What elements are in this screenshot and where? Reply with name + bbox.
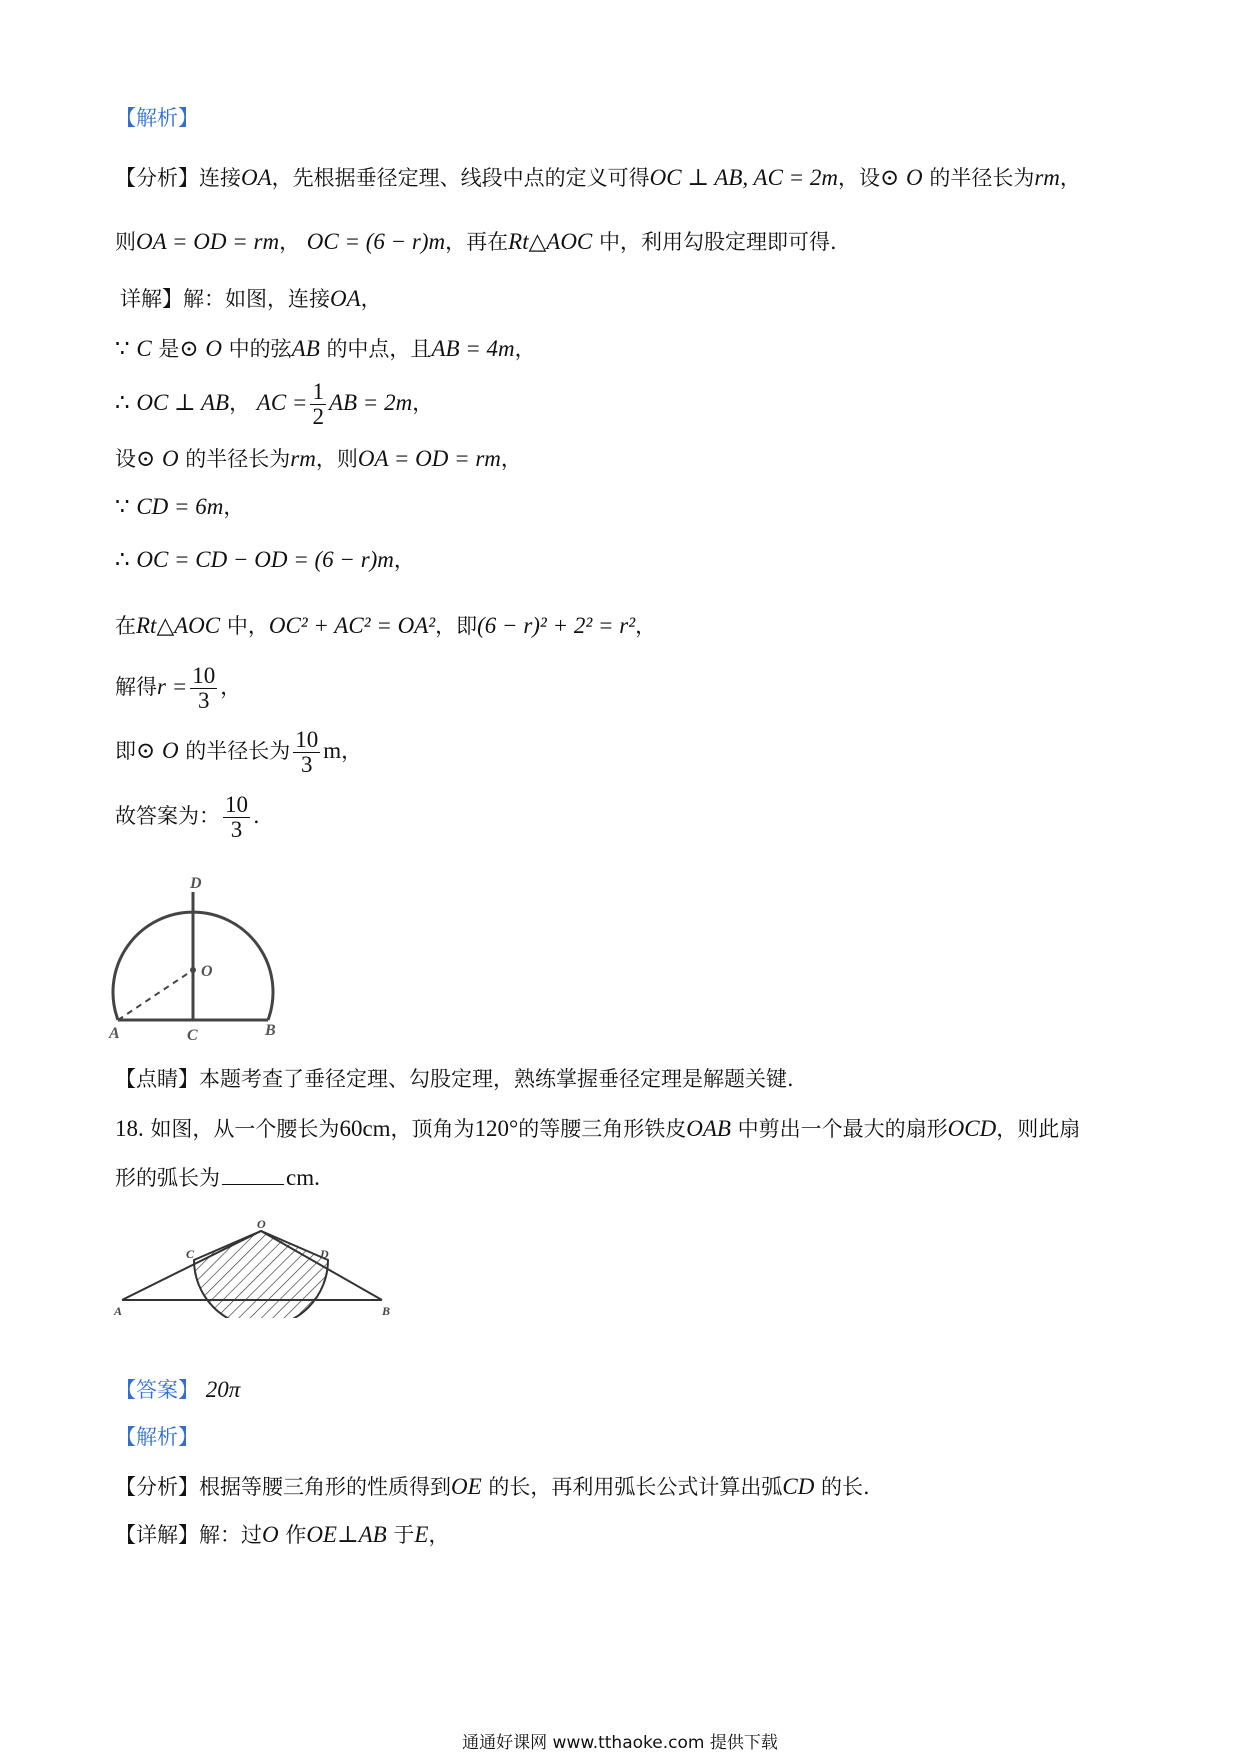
- text: 的长.: [821, 1475, 870, 1499]
- label-a: A: [114, 1304, 123, 1318]
- math: 120°: [474, 1116, 519, 1141]
- math: OAB: [686, 1116, 731, 1141]
- text: ，则: [315, 447, 358, 471]
- label-c: C: [186, 1247, 195, 1261]
- therefore-symbol: ∴: [115, 547, 130, 572]
- label-o: O: [201, 963, 213, 980]
- text: 的半径长为: [185, 447, 291, 471]
- text: 的等腰三角形铁皮: [518, 1117, 687, 1141]
- fraction-half: [310, 380, 326, 429]
- sector-ocd: [194, 1231, 328, 1318]
- step-6: [115, 614, 656, 637]
- because-symbol: ∵: [115, 336, 130, 361]
- text: ，: [514, 337, 536, 361]
- label-b: B: [265, 1022, 276, 1039]
- therefore-symbol: ∴: [115, 390, 130, 416]
- fraction-ten-thirds: [293, 728, 320, 777]
- analysis-line-1: [115, 166, 1081, 189]
- answer-blank[interactable]: [222, 1184, 284, 1185]
- circle-figure: [105, 870, 285, 1045]
- math: CD: [782, 1474, 815, 1499]
- step-7: 解得r = $\frac{10}{3}$ ，: [115, 663, 242, 714]
- analysis-label: 【分析】: [115, 1475, 199, 1499]
- step-5: ∴ OC = CD − OD = (6 − r)m，: [115, 547, 415, 572]
- text: 的中点，且: [326, 337, 432, 361]
- numerator: 10: [225, 792, 248, 817]
- math: AC =: [256, 390, 308, 416]
- step-2: ∴ OC ⊥ AB， AC = $\frac{1}{2}$ AB = 2m，: [115, 379, 434, 430]
- math: OC = (6 − r)m: [306, 229, 446, 254]
- text: 根据等腰三角形的性质得到: [199, 1475, 451, 1499]
- math: OCD: [947, 1116, 997, 1141]
- denominator: 2: [312, 404, 324, 430]
- circle-symbol: ⊙: [136, 738, 156, 764]
- math: Rt△AOC: [136, 613, 221, 638]
- math: r =: [157, 674, 188, 700]
- circle-symbol: ⊙: [136, 446, 156, 471]
- math: rm: [1034, 165, 1060, 190]
- math: Rt△AOC: [508, 229, 593, 254]
- radius-oa-dashed: [118, 970, 193, 1020]
- math: (6 − r)² + 2² = r²: [477, 613, 636, 638]
- text: 则: [115, 230, 136, 254]
- text: 的半径长为: [185, 739, 291, 764]
- circle-symbol: ⊙: [179, 336, 199, 361]
- text: cm.: [286, 1165, 320, 1190]
- answer-label: 【答案】: [115, 1378, 199, 1402]
- math: AB: [291, 336, 320, 361]
- text: ，: [428, 1523, 450, 1547]
- math: OC = CD − OD = (6 − r)m: [136, 547, 394, 572]
- because-symbol: ∵: [115, 494, 130, 519]
- detail-label: 【详解】: [115, 1523, 199, 1547]
- math: OA: [330, 286, 361, 311]
- label-d: D: [190, 875, 202, 892]
- math: O: [161, 738, 179, 764]
- text: ，即: [435, 614, 478, 638]
- numerator: 10: [295, 727, 319, 752]
- label-a: A: [109, 1025, 120, 1042]
- text: 中，: [226, 614, 269, 638]
- math: OA: [241, 165, 272, 190]
- unit: m: [323, 738, 342, 764]
- label-d: D: [320, 1247, 329, 1261]
- text: 的半径长为: [929, 166, 1035, 190]
- text: 即: [115, 739, 136, 764]
- math: O: [906, 165, 923, 190]
- label-o: O: [257, 1218, 266, 1231]
- math: C: [136, 336, 152, 361]
- answer-value: 20π: [205, 1377, 241, 1402]
- math: AB = 2m: [328, 390, 413, 416]
- answer-line: [115, 1378, 240, 1401]
- detail-line-1: 详解】解：如图，连接OA，: [120, 286, 382, 311]
- text: 解：过: [199, 1523, 262, 1547]
- math: OC ⊥ AB: [136, 390, 230, 416]
- math: CD = 6m: [136, 494, 224, 519]
- dianjing-line: [115, 1069, 794, 1090]
- text: 中剪出一个最大的扇形: [737, 1117, 948, 1141]
- fraction-ten-thirds: [190, 664, 217, 713]
- question-number: 18.: [115, 1116, 144, 1141]
- math: OA = OD = rm: [136, 229, 280, 254]
- math: O: [205, 336, 222, 361]
- math: OA = OD = rm: [357, 446, 501, 471]
- step-8: [115, 728, 362, 777]
- label-c: C: [187, 1027, 198, 1044]
- question-18-line-1: [115, 1117, 1080, 1140]
- text: ，顶角为: [390, 1117, 475, 1141]
- analysis-18: [115, 1475, 870, 1498]
- text: ，: [1059, 166, 1081, 190]
- step-3: [115, 447, 522, 470]
- step-1: [115, 337, 536, 360]
- numerator: 10: [192, 663, 216, 688]
- denominator: 3: [197, 688, 210, 714]
- text: 在: [115, 614, 136, 638]
- text: 形的弧长为: [115, 1166, 220, 1190]
- detail-label: 详解】: [120, 287, 183, 311]
- text: 设: [115, 447, 136, 471]
- triangle-sector-figure: [112, 1218, 397, 1318]
- math: 60cm: [339, 1116, 391, 1141]
- math: OE: [451, 1474, 482, 1499]
- section-heading-jiexi: 【解析】: [115, 106, 199, 130]
- text: 解：如图，连接: [183, 287, 330, 311]
- text: ，则此扇: [996, 1117, 1081, 1141]
- text: 如图，从一个腰长为: [150, 1117, 340, 1141]
- text: 本题考查了垂径定理、勾股定理，熟练掌握垂径定理是解题关键.: [199, 1067, 794, 1091]
- numerator: 1: [312, 379, 324, 404]
- step-4: ∵ CD = 6m，: [115, 494, 245, 519]
- page-footer: 通通好课网 www.tthaoke.com 提供下载: [462, 1733, 778, 1753]
- text: 解得: [115, 675, 157, 700]
- section-heading-jiexi-2: 【解析】: [115, 1425, 199, 1449]
- dianjing-label: 【点睛】: [115, 1067, 199, 1091]
- circle-symbol: ⊙: [880, 165, 900, 190]
- denominator: 3: [230, 817, 243, 843]
- question-18-line-2: [115, 1166, 320, 1189]
- fraction-ten-thirds: [223, 793, 250, 842]
- text: ，: [341, 739, 363, 764]
- math: AB = 4m: [431, 336, 515, 361]
- text: ，: [279, 230, 301, 254]
- math: OE⊥AB: [306, 1522, 387, 1547]
- detail-18: [115, 1523, 449, 1546]
- step-9: 故答案为： $\frac{10}{3}$ .: [115, 792, 260, 843]
- text: 的长，再利用弧长公式计算出弧: [488, 1475, 783, 1499]
- math: rm: [290, 446, 316, 471]
- text: ，先根据垂径定理、线段中点的定义可得: [271, 166, 650, 190]
- math: OC² + AC² = OA²: [268, 613, 436, 638]
- analysis-label: 【分析】: [115, 166, 199, 190]
- text: 是: [158, 337, 180, 361]
- text: 中的弦: [228, 337, 292, 361]
- text: ，: [635, 614, 657, 638]
- analysis-line-2: [115, 230, 837, 253]
- text: 故答案为：: [115, 804, 220, 829]
- math: OC ⊥ AB, AC = 2m: [649, 165, 839, 190]
- denominator: 3: [301, 752, 313, 778]
- text: 中，利用勾股定理即可得.: [598, 230, 837, 254]
- math: O: [161, 446, 179, 471]
- text: 连接: [199, 166, 241, 190]
- math: O: [262, 1522, 279, 1547]
- text: 作: [285, 1523, 307, 1547]
- math: E: [414, 1522, 429, 1547]
- text: 于: [393, 1523, 415, 1547]
- center-point: [190, 967, 196, 973]
- text: ，: [500, 447, 522, 471]
- text: ，再在: [445, 230, 509, 254]
- label-b: B: [382, 1304, 391, 1318]
- text: ，设: [838, 166, 881, 190]
